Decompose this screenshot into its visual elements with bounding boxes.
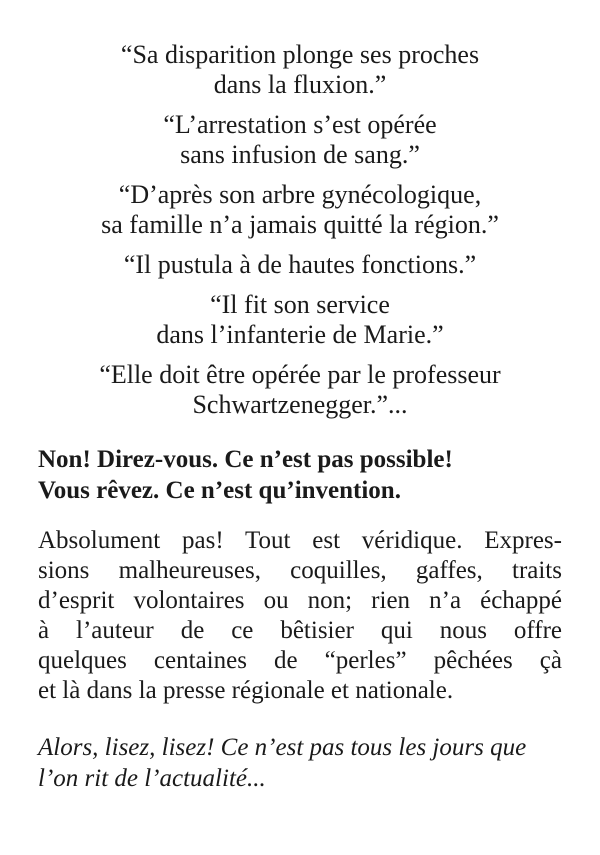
paragraph-line: sions malheureuses, coquilles, gaffes, traits (38, 557, 562, 584)
quote-line: “Il fit son service (210, 290, 390, 319)
paragraph-line: et là dans la presse régionale et nationale. (38, 677, 454, 704)
paragraph-line: Absolument pas! Tout est véridique. Expres- (38, 527, 562, 554)
closing-text (38, 732, 562, 794)
quote-line: sans infusion de sang.” (180, 140, 420, 169)
paragraph-line: à l’auteur de ce bêtisier qui nous offre (38, 617, 562, 644)
quote-line: dans la fluxion.” (213, 70, 387, 99)
headline-line: Vous rêvez. Ce n’est qu’invention. (38, 477, 401, 504)
description-paragraph (38, 526, 562, 706)
quote-line: “D’après son arbre gynécologique, (118, 180, 482, 209)
headline (38, 444, 562, 506)
quote-4 (38, 250, 562, 280)
quote-5 (38, 290, 562, 350)
quote-2 (38, 110, 562, 170)
quote-3 (38, 180, 562, 240)
closing-line: Alors, lisez, lisez! Ce n’est pas tous les jours que (38, 734, 527, 761)
back-cover-text (38, 40, 562, 794)
headline-line: Non! Direz-vous. Ce n’est pas possible! (38, 446, 453, 473)
quote-line: “L’arrestation s’est opérée (163, 110, 437, 139)
quote-1 (38, 40, 562, 100)
quote-line: sa famille n’a jamais quitté la région.” (101, 210, 499, 239)
paragraph-line: quelques centaines de “perles” pêchées çà (38, 647, 562, 674)
paragraph-line: d’esprit volontaires ou non; rien n’a échappé (38, 587, 562, 614)
quote-line: “Il pustula à de hautes fonctions.” (123, 250, 477, 279)
quote-list (38, 40, 562, 420)
quote-line: dans l’infanterie de Marie.” (156, 320, 444, 349)
quote-line: Schwartzenegger.”... (192, 390, 408, 419)
quote-line: “Elle doit être opérée par le professeur (99, 360, 501, 389)
closing-line: l’on rit de l’actualité... (38, 765, 266, 792)
quote-line: “Sa disparition plonge ses proches (120, 40, 480, 69)
quote-6 (38, 360, 562, 420)
